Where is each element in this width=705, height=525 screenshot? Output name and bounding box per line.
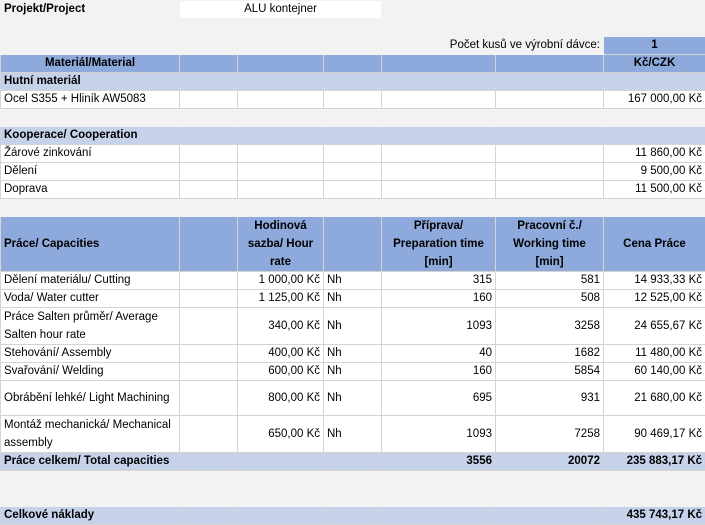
capacity-label: Práce Salten průměr/ Average Salten hour rate [1, 308, 180, 345]
capacity-row [1, 308, 705, 345]
grand-total-label: Celkové náklady [1, 507, 180, 525]
cooperation-row [1, 181, 705, 199]
capacity-row [1, 272, 705, 290]
prep-time-value[interactable]: 160 [382, 363, 496, 381]
rate-col-header: Hodinová sazba/ Hour rate [238, 217, 324, 272]
capacity-label: Stehování/ Assembly [1, 345, 180, 363]
prep-time-value[interactable]: 160 [382, 290, 496, 308]
hour-rate-value[interactable]: 1 000,00 Kč [238, 272, 324, 290]
hour-rate-value[interactable]: 340,00 Kč [238, 308, 324, 345]
unit-label: Nh [324, 290, 382, 308]
batch-count-label: Počet kusů ve výrobní dávce: [382, 37, 604, 55]
material-section-row [1, 73, 705, 91]
hour-rate-value[interactable]: 800,00 Kč [238, 381, 324, 416]
working-time-value[interactable]: 7258 [496, 416, 604, 453]
total-price-value: 235 883,17 Kč [604, 453, 705, 471]
capacity-row [1, 290, 705, 308]
capacities-col-header: Práce/ Capacities [1, 217, 180, 272]
currency-header: Kč/CZK [604, 55, 705, 73]
project-row [1, 1, 705, 19]
unit-label: Nh [324, 381, 382, 416]
hour-rate-value[interactable]: 600,00 Kč [238, 363, 324, 381]
labor-price-value: 12 525,00 Kč [604, 290, 705, 308]
hour-rate-value[interactable]: 400,00 Kč [238, 345, 324, 363]
cooperation-row [1, 145, 705, 163]
cooperation-value[interactable]: 11 500,00 Kč [604, 181, 705, 199]
material-item-value[interactable]: 167 000,00 Kč [604, 91, 705, 109]
capacity-label: Dělení materiálu/ Cutting [1, 272, 180, 290]
material-section-title: Hutní materiál [1, 73, 180, 91]
project-value[interactable]: ALU kontejner [180, 1, 382, 19]
cooperation-row [1, 163, 705, 181]
capacities-total-label: Práce celkem/ Total capacities [1, 453, 180, 471]
prep-time-value[interactable]: 40 [382, 345, 496, 363]
capacity-row [1, 363, 705, 381]
cooperation-label[interactable]: Dělení [1, 163, 180, 181]
batch-count-value[interactable]: 1 [604, 37, 705, 55]
cooperation-section-title: Kooperace/ Cooperation [1, 127, 180, 145]
working-time-value[interactable]: 931 [496, 381, 604, 416]
material-col-header: Materiál/Material [1, 55, 180, 73]
grand-total-value: 435 743,17 Kč [604, 507, 705, 525]
working-time-value[interactable]: 508 [496, 290, 604, 308]
cooperation-value[interactable]: 11 860,00 Kč [604, 145, 705, 163]
capacities-header-row [1, 217, 705, 272]
prep-time-value[interactable]: 1093 [382, 416, 496, 453]
hour-rate-value[interactable]: 1 125,00 Kč [238, 290, 324, 308]
hour-rate-value[interactable]: 650,00 Kč [238, 416, 324, 453]
prep-time-value[interactable]: 1093 [382, 308, 496, 345]
capacity-label: Obrábění lehké/ Light Machining [1, 381, 180, 416]
cooperation-label[interactable]: Doprava [1, 181, 180, 199]
price-col-header: Cena Práce [604, 217, 705, 272]
project-label: Projekt/Project [1, 1, 180, 19]
cooperation-label[interactable]: Žárové zinkování [1, 145, 180, 163]
working-time-value[interactable]: 1682 [496, 345, 604, 363]
cooperation-value[interactable]: 9 500,00 Kč [604, 163, 705, 181]
capacity-label: Voda/ Water cutter [1, 290, 180, 308]
material-header-row [1, 55, 705, 73]
unit-label: Nh [324, 308, 382, 345]
capacities-total-row [1, 453, 705, 471]
batch-count-row [1, 37, 705, 55]
labor-price-value: 90 469,17 Kč [604, 416, 705, 453]
unit-label: Nh [324, 345, 382, 363]
unit-label: Nh [324, 416, 382, 453]
unit-label: Nh [324, 272, 382, 290]
working-time-value[interactable]: 5854 [496, 363, 604, 381]
cooperation-section-row [1, 127, 705, 145]
labor-price-value: 11 480,00 Kč [604, 345, 705, 363]
capacity-row [1, 416, 705, 453]
prep-col-header: Příprava/ Preparation time [min] [382, 217, 496, 272]
working-time-value[interactable]: 581 [496, 272, 604, 290]
capacity-row [1, 345, 705, 363]
capacity-label: Montáž mechanická/ Mechanical assembly [1, 416, 180, 453]
unit-label: Nh [324, 363, 382, 381]
prep-time-value[interactable]: 315 [382, 272, 496, 290]
working-col-header: Pracovní č./ Working time [min] [496, 217, 604, 272]
total-prep-value: 3556 [382, 453, 496, 471]
total-working-value: 20072 [496, 453, 604, 471]
prep-time-value[interactable]: 695 [382, 381, 496, 416]
labor-price-value: 14 933,33 Kč [604, 272, 705, 290]
material-item-row [1, 91, 705, 109]
grand-total-row [1, 507, 705, 525]
labor-price-value: 24 655,67 Kč [604, 308, 705, 345]
material-item-label[interactable]: Ocel S355 + Hliník AW5083 [1, 91, 180, 109]
working-time-value[interactable]: 3258 [496, 308, 604, 345]
capacity-label: Svařování/ Welding [1, 363, 180, 381]
labor-price-value: 21 680,00 Kč [604, 381, 705, 416]
capacity-row [1, 381, 705, 416]
labor-price-value: 60 140,00 Kč [604, 363, 705, 381]
